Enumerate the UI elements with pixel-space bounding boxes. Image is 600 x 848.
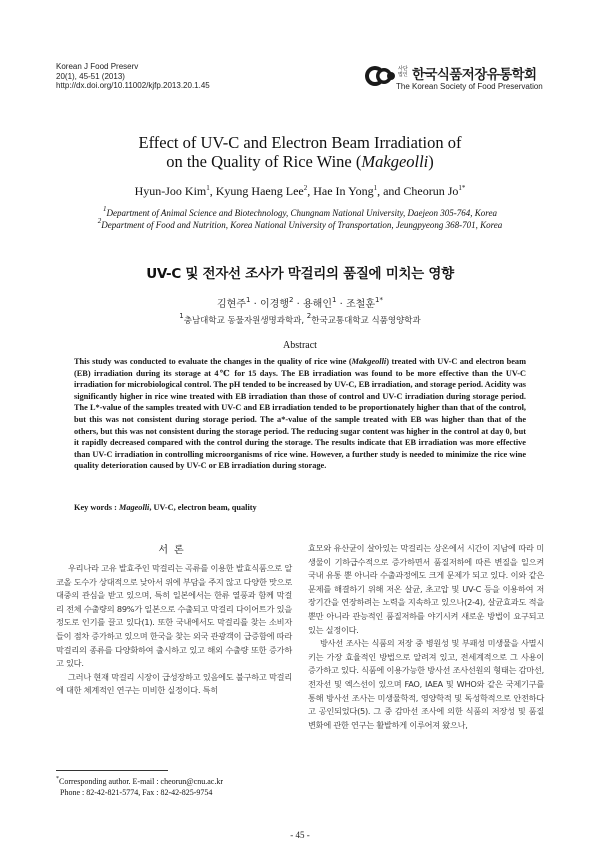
author-name: Kyung Haeng Lee xyxy=(215,184,304,198)
author-ko-sup: 1 xyxy=(332,296,337,304)
abstract-text: This study was conducted to evaluate the changes in the quality of rice wine ( xyxy=(74,357,352,366)
author-sep: , xyxy=(209,184,216,198)
journal-meta xyxy=(56,62,210,91)
author-ko-sup: 1* xyxy=(375,296,383,304)
society-logo-icon xyxy=(362,64,396,88)
society-tag: 사단 법인 xyxy=(398,66,408,78)
right-column xyxy=(308,542,544,732)
footnote-sup: * xyxy=(56,776,59,782)
society-name-ko: 한국식품저장유통학회 xyxy=(412,67,537,83)
author-ko-sep: · xyxy=(250,299,261,310)
title-en-line2 xyxy=(40,153,560,172)
title-en-line2-text: on the Quality of Rice Wine ( xyxy=(166,151,362,171)
author-en xyxy=(403,184,465,198)
title-en xyxy=(40,134,560,171)
paragraph: 그러나 현재 막걸리 시장이 급성장하고 있음에도 불구하고 막걸리에 대한 체계적인 연구는 미비한 실정이다. 특히 xyxy=(56,671,292,696)
author-sup: 2 xyxy=(303,184,308,192)
keywords xyxy=(74,503,526,512)
journal-name: Korean J Food Preserv xyxy=(56,62,139,71)
footnote-email: Corresponding author. E-mail : cheorun@cnu.ac.kr xyxy=(59,777,223,786)
footnote-line1 xyxy=(56,774,306,787)
authors-ko xyxy=(40,295,560,310)
section-heading: 서론 xyxy=(158,545,190,556)
author-sup: 1 xyxy=(373,184,378,192)
author-en xyxy=(313,184,403,198)
abstract-text-2: ) treated with UV-C and electron beam (EB) irradiation during its storage at 4℃ for 15 days. The EB irradiation was found to be more effective than the UV-C irradiation for microbiological control. The pH tended to be increased by UV-C, EB irradiation, and storage period. Acidity was significantly higher in rice wine treated with EB irradiation than those of control and UV-C irradiation during storage period. The L*-value of the samples treated with UV-C and EB irradiation tended to be proportionately higher than that of the control, but this was not consistent during storage period. The a*-value of the sample treated with EB was higher than that of the others, but this was not consistent during the storage period. The reducing sugar content was higher in the control at day 0, but it rapidly decreased compared with the control during the storage. The results indicate that EB irradiation was more effective than UV-C irradiation in controlling microorganisms of rice wine. However, a further study is needed to minimize the rice wine quality deterioration caused by UV-C or EB irradiation during storage. xyxy=(74,357,526,471)
paragraph: 방사선 조사는 식품의 저장 중 병원성 및 부패성 미생물을 사멸시키는 가장 효율적인 방법으로 알려져 있고, 전세계적으로 그 사용이 증가하고 있다. 식품에 이용가능한 방사선 조사선원의 형태는 감마선, 전자선 및 엑스선이 있으며 FAO, IAEA 및 WHO와 같은 국제기구를 통해 방사선 조사는 미생물학적, 영양학적 및 독성학적으로 안전하다고 공인되었다(5). 그 중 감마선 조사에 의한 식품의 저장성 및 품질 변화에 관한 연구는 활발하게 이루어져 왔으나, xyxy=(308,638,544,730)
keywords-italic: Mageolli xyxy=(118,503,150,512)
affiliation-ko-sup: 2 xyxy=(306,312,312,320)
keywords-rest: , UV-C, electron beam, quality xyxy=(149,503,257,512)
author-ko-name: 용해인 xyxy=(303,299,332,310)
author-sup: 1 xyxy=(206,184,210,192)
title-en-italic: Makgeolli xyxy=(361,151,429,171)
author-sup: 1* xyxy=(458,184,466,192)
abstract-italic: Makgeolli xyxy=(351,357,387,366)
title-en-line1: Effect of UV-C and Electron Beam Irradiation of xyxy=(138,133,462,152)
author-sep: , xyxy=(307,184,314,198)
title-ko: UV-C 및 전자선 조사가 막걸리의 품질에 미치는 영향 xyxy=(146,266,454,282)
author-ko-name: 김현주 xyxy=(217,299,246,310)
affiliation-ko-text: 한국교통대학교 식품영양학과 xyxy=(311,316,421,326)
keywords-label: Key words : xyxy=(74,503,119,512)
society-header xyxy=(362,62,552,96)
affiliation-sup: 1 xyxy=(103,205,107,213)
author-ko-sep: · xyxy=(336,299,347,310)
author-ko-sup: 1 xyxy=(246,296,251,304)
title-en-line2-suffix: ) xyxy=(428,151,434,171)
author-sep: , and xyxy=(377,184,404,198)
paragraph: 우리나라 고유 발효주인 막걸리는 곡류를 이용한 발효식품으로 알코올 도수가 상대적으로 낮아서 위에 부담을 주지 않고 다양한 맛으로 대중의 관심을 받고 있으며, 특히 일본에서는 한류 열풍과 함께 막걸리 전체 수출량의 89%가 일본으로 수출되고 막걸리 다이어트가 있을 정도로 인기를 끌고 있다(1). 또한 국내에서도 막걸리를 찾는 소비자들이 점차 증가하고 있으며 한국을 찾는 외국 관광객이 급증함에 따라 막걸리의 종류를 다양화하여 출시하고 있고 해외 수출량 또한 증가하고 있다. xyxy=(56,563,292,669)
author-ko-name: 이경행 xyxy=(260,299,289,310)
abstract-heading: Abstract xyxy=(283,340,317,351)
affiliation-en-2 xyxy=(40,216,560,231)
footnote xyxy=(56,774,306,798)
author-ko-sep: · xyxy=(293,299,304,310)
footnote-rule xyxy=(56,770,168,771)
affiliation-text: Department of Animal Science and Biotechnology, Chungnam National University, Daejeon 305-764, Korea xyxy=(106,208,497,218)
journal-doi: http://dx.doi.org/10.11002/kjfp.2013.20.1.45 xyxy=(56,81,210,90)
affiliations-ko xyxy=(40,312,560,326)
footnote-line2: Phone : 82-42-821-5774, Fax : 82-42-825-9754 xyxy=(60,788,213,797)
author-ko-sup: 2 xyxy=(289,296,294,304)
author-name: Hyun-Joo Kim xyxy=(134,184,207,198)
author-name: Cheorun Jo xyxy=(403,184,459,198)
author-en xyxy=(135,184,216,198)
author-name: Hae In Yong xyxy=(313,184,374,198)
paragraph: 효모와 유산균이 살아있는 막걸리는 상온에서 시간이 지남에 따라 미생물이 기하급수적으로 증가하면서 품질저하에 따른 변질을 일으켜 국내 유통 뿐 아니라 수출과정에도 크게 문제가 되고 있다. 이와 같은 문제를 해결하기 위해 저온 살균, 초고압 및 UV-C 등을 이용하여 저장기간을 연장하려는 노력을 지속하고 있으나(2-4), 살균효과도 적을 뿐만 아니라 관능적인 품질저하를 야기시켜 새로운 방법이 요구되고 있는 실정이다. xyxy=(308,543,544,635)
affiliation-text: Department of Food and Nutrition, Korea National University of Transportation, Jeungpyeong 368-701, Korea xyxy=(101,220,503,230)
author-ko-name: 조철훈 xyxy=(346,299,375,310)
affiliation-ko-sup: 1 xyxy=(179,312,184,320)
abstract-body xyxy=(74,356,526,472)
affiliation-sup: 2 xyxy=(97,217,102,225)
authors-en xyxy=(40,184,560,199)
author-en xyxy=(216,184,313,198)
journal-issue: 20(1), 45-51 (2013) xyxy=(56,71,125,81)
society-name-en: The Korean Society of Food Preservation xyxy=(396,82,543,91)
page-number: - 45 - xyxy=(290,830,310,840)
affiliation-ko-text: 충남대학교 동물자원생명과학과, xyxy=(183,316,307,326)
left-column xyxy=(56,562,292,698)
